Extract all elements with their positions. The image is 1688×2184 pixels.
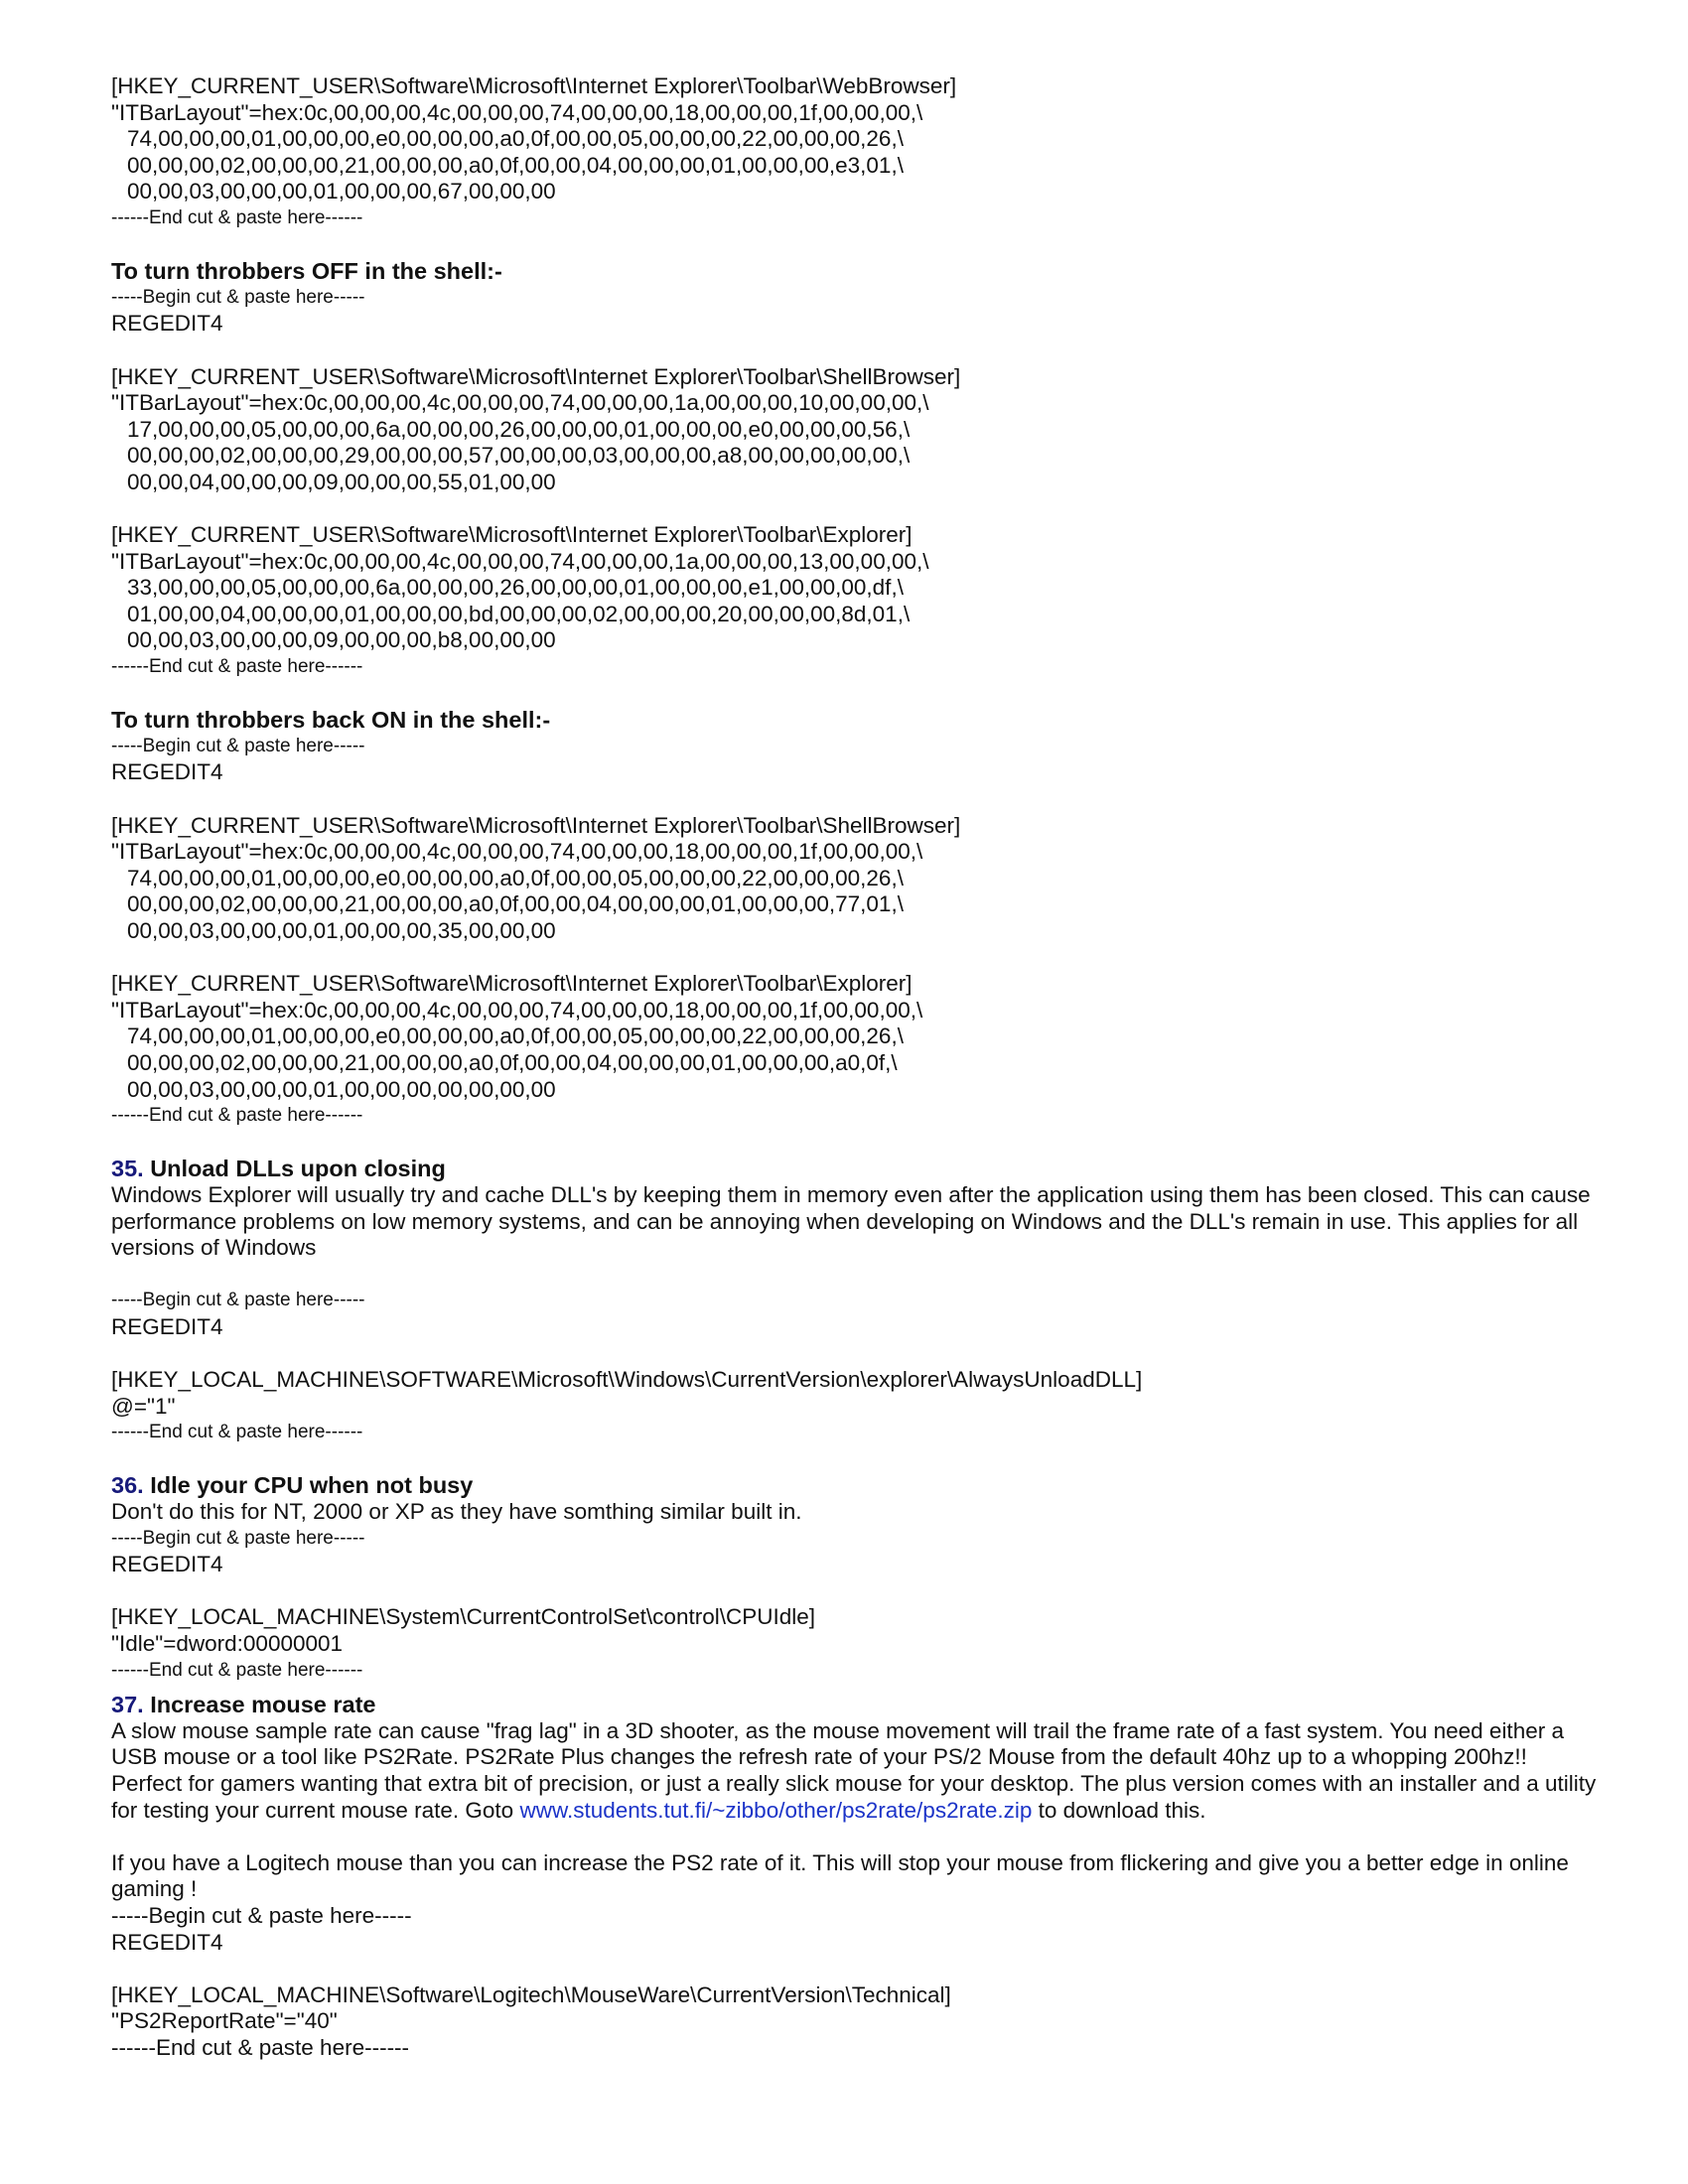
regedit-label: REGEDIT4 [111,1552,223,1577]
end-marker: ------End cut & paste here------ [111,656,363,678]
registry-value-line: 74,00,00,00,01,00,00,00,e0,00,00,00,a0,0f,00,00,05,00,00,00,22,00,00,00,26,\ [127,126,904,152]
document-page [111,73,1601,2062]
registry-key: [HKEY_LOCAL_MACHINE\Software\Logitech\MouseWare\CurrentVersion\Technical] [111,1981,951,2007]
registry-value-line: "ITBarLayout"=hex:0c,00,00,00,4c,00,00,00,74,00,00,00,1a,00,00,00,13,00,00,00,\ [111,548,929,574]
registry-key-shellbrowser: [HKEY_CURRENT_USER\Software\Microsoft\Internet Explorer\Toolbar\ShellBrowser] [111,363,961,389]
end-marker: ------End cut & paste here------ [111,1422,363,1443]
section-36-body: Don't do this for NT, 2000 or XP as they have somthing similar built in. [111,1499,802,1525]
registry-value-line: @="1" [111,1393,176,1419]
end-marker: ------End cut & paste here------ [111,206,363,228]
registry-value-line: 00,00,03,00,00,00,01,00,00,00,67,00,00,00 [127,179,556,205]
section-37-heading [111,1692,1601,1718]
registry-value-line: 01,00,00,04,00,00,00,01,00,00,00,bd,00,00,00,02,00,00,00,20,00,00,00,8d,01,\ [127,601,911,626]
begin-marker: -----Begin cut & paste here----- [111,1902,412,1928]
registry-key-webbrowser: [HKEY_CURRENT_USER\Software\Microsoft\Internet Explorer\Toolbar\WebBrowser] [111,73,957,98]
registry-key-explorer: [HKEY_CURRENT_USER\Software\Microsoft\Internet Explorer\Toolbar\Explorer] [111,522,913,548]
regedit-label: REGEDIT4 [111,1929,223,1955]
registry-key-shellbrowser: [HKEY_CURRENT_USER\Software\Microsoft\Internet Explorer\Toolbar\ShellBrowser] [111,812,961,838]
section-title: Unload DLLs upon closing [150,1156,446,1182]
section-35-body: Windows Explorer will usually try and cache DLL's by keeping them in memory even after the application using them has been closed. This can cause performance problems on low memory systems, and can be annoying when developing on Windows and the DLL's remain in use. This applies for all versions of Windows [111,1181,1591,1261]
registry-key: [HKEY_LOCAL_MACHINE\System\CurrentControlSet\control\CPUIdle] [111,1604,816,1630]
registry-key-explorer: [HKEY_CURRENT_USER\Software\Microsoft\Internet Explorer\Toolbar\Explorer] [111,971,913,997]
section-36-heading [111,1472,1601,1499]
heading-throbbers-on: To turn throbbers back ON in the shell:- [111,707,551,734]
section-37-body [111,1718,1601,1824]
registry-value-line: "ITBarLayout"=hex:0c,00,00,00,4c,00,00,00,74,00,00,00,18,00,00,00,1f,00,00,00,\ [111,99,923,125]
section-title: Idle your CPU when not busy [150,1472,474,1499]
registry-value-line: 17,00,00,00,05,00,00,00,6a,00,00,00,26,00,00,00,01,00,00,00,e0,00,00,00,56,\ [127,416,911,442]
registry-value-line: "ITBarLayout"=hex:0c,00,00,00,4c,00,00,00,74,00,00,00,18,00,00,00,1f,00,00,00,\ [111,839,923,865]
regedit-label: REGEDIT4 [111,759,223,785]
registry-value-line: 74,00,00,00,01,00,00,00,e0,00,00,00,a0,0f,00,00,05,00,00,00,22,00,00,00,26,\ [127,1024,904,1049]
begin-marker: -----Begin cut & paste here----- [111,286,365,308]
registry-value-line: 74,00,00,00,01,00,00,00,e0,00,00,00,a0,0f,00,00,05,00,00,00,22,00,00,00,26,\ [127,865,904,890]
end-marker: ------End cut & paste here------ [111,1105,363,1127]
registry-value-line: "Idle"=dword:00000001 [111,1631,344,1657]
section-number: 36. [111,1472,144,1499]
section-title: Increase mouse rate [150,1692,376,1718]
ps2rate-download-link[interactable]: www.students.tut.fi/~zibbo/other/ps2rate/ps2rate.zip [519,1797,1033,1823]
heading-throbbers-off: To turn throbbers OFF in the shell:- [111,258,502,285]
registry-value-line: 00,00,03,00,00,00,01,00,00,00,35,00,00,00 [127,918,556,943]
registry-value-line: 00,00,00,02,00,00,00,21,00,00,00,a0,0f,00,00,04,00,00,00,01,00,00,00,a0,0f,\ [127,1049,898,1075]
registry-value-line: 33,00,00,00,05,00,00,00,6a,00,00,00,26,00,00,00,01,00,00,00,e1,00,00,00,df,\ [127,575,904,601]
section-37-body-text: A slow mouse sample rate can cause "frag lag" in a 3D shooter, as the mouse movement will trail the frame rate of a fast system. You need either a USB mouse or a tool like PS2Rate. PS2Rate Plus changes the refresh rate of your PS/2 Mouse from the default 40hz up to a whopping 200hz!! Perfect for gamers wanting that extra bit of precision, or just a really slick mouse for your desktop. The plus version comes with an installer and a utility for testing your current mouse rate. Goto [111,1717,1597,1823]
regedit-label: REGEDIT4 [111,311,223,337]
section-35-heading [111,1156,1601,1182]
registry-value-line: 00,00,00,02,00,00,00,21,00,00,00,a0,0f,00,00,04,00,00,00,01,00,00,00,77,01,\ [127,891,904,917]
regedit-label: REGEDIT4 [111,1313,223,1339]
registry-value-line: "ITBarLayout"=hex:0c,00,00,00,4c,00,00,00,74,00,00,00,1a,00,00,00,10,00,00,00,\ [111,390,929,416]
registry-value-line: "PS2ReportRate"="40" [111,2008,338,2034]
begin-marker: -----Begin cut & paste here----- [111,735,365,756]
end-marker: ------End cut & paste here------ [111,2034,410,2060]
registry-value-line: 00,00,00,02,00,00,00,29,00,00,00,57,00,00,00,03,00,00,00,a8,00,00,00,00,00,\ [127,443,911,469]
section-37-body-tail: to download this. [1032,1797,1206,1823]
registry-value-line: 00,00,04,00,00,00,09,00,00,00,55,01,00,00 [127,469,556,494]
registry-value-line: 00,00,03,00,00,00,09,00,00,00,b8,00,00,00 [127,627,556,653]
registry-value-line: "ITBarLayout"=hex:0c,00,00,00,4c,00,00,00,74,00,00,00,18,00,00,00,1f,00,00,00,\ [111,997,923,1023]
end-marker: ------End cut & paste here------ [111,1659,363,1681]
registry-key: [HKEY_LOCAL_MACHINE\SOFTWARE\Microsoft\Windows\CurrentVersion\explorer\AlwaysUnloadDLL] [111,1367,1143,1393]
section-number: 37. [111,1692,144,1718]
section-37-logitech-text: If you have a Logitech mouse than you can increase the PS2 rate of it. This will stop your mouse from flickering and give you a better edge in online gaming ! [111,1849,1569,1902]
begin-marker: -----Begin cut & paste here----- [111,1290,365,1311]
begin-marker: -----Begin cut & paste here----- [111,1527,365,1549]
registry-value-line: 00,00,00,02,00,00,00,21,00,00,00,a0,0f,00,00,04,00,00,00,01,00,00,00,e3,01,\ [127,152,904,178]
registry-value-line: 00,00,03,00,00,00,01,00,00,00,00,00,00,00 [127,1076,556,1102]
section-number: 35. [111,1156,144,1182]
